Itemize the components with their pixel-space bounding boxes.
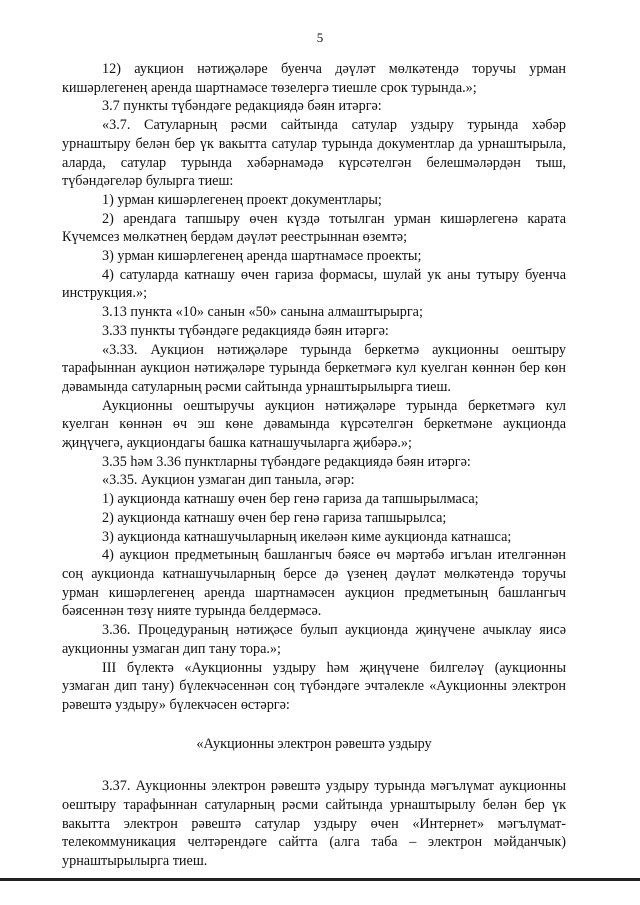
- paragraph: 3.37. Аукционны электрон рәвештә уздыру турында мәгълүмат аукционны оештыру тарафыннан сатуларның рәсми сайтында урнаштырылу белән бер үк вакытта электрон рәвештә сатулар уздыру өчен «Интернет» мәгълүмат-телекоммуникация челтәрендәге сайтта (алга таба – электрон мәйданчык) урнаштырылырга тиеш.: [62, 778, 566, 870]
- list-item: 2) аукционда катнашу өчен бер генә гариза тапшырылса;: [102, 509, 447, 526]
- list-item: 2) арендага тапшыру өчен күздә тотылган урман кишәрлегенә карата Күчемсез мөлкәтнең бердәм дәүләт реестрыннан өземтә;: [62, 210, 566, 246]
- paragraph: 3.13 пункта «10» санын «50» санына алмаштырырга;: [102, 304, 423, 321]
- paragraph: «3.33. Аукцион нәтиҗәләре турында беркетмә аукционны оештыру тарафыннан аукцион нәтиҗәләре турында беркетмәгә кул куелган көннән бер көн дәвамында сатуларның рәсми сайтында урнаштырылырга тиеш.: [62, 341, 566, 395]
- scan-edge-line: [0, 878, 640, 881]
- paragraph: 3.33 пункты түбәндәге редакциядә бәян итәргә:: [102, 322, 389, 339]
- list-item: 1) аукционда катнашу өчен бер генә гариза да тапшырылмаса;: [102, 491, 479, 508]
- document-body: [62, 60, 566, 871]
- list-item: 3) аукционда катнашучыларның икеләән киме аукционда катнашса;: [102, 528, 512, 545]
- paragraph: III бүлектә «Аукционны уздыру һәм җиңүчене билгеләү (аукционны узмаган дип тану) бүлекчәсеннән соң түбәндәге эчтәлекле «Аукционны электрон рәвештә уздыру» бүлекчәсен өстәргә:: [62, 659, 566, 713]
- list-item: 4) сатуларда катнашу өчен гариза формасы, шулай ук аны тутыру буенча инструкция.»;: [62, 266, 566, 302]
- paragraph: «3.35. Аукцион узмаган дип таныла, әгәр:: [102, 472, 355, 489]
- paragraph: «3.7. Сатуларның рәсми сайтында сатулар уздыру турында хәбәр урнаштыру белән бер үк вакытта сатулар турында документлар да урнаштырыла, аларда, сатулар турында хәбәрнамәдә күрсәтелгән белешмәләрдән тыш, түбәндәгеләр булырга тиеш:: [62, 117, 566, 190]
- list-item: 1) урман кишәрлегенең проект документлары;: [102, 191, 382, 208]
- list-item: 4) аукцион предметының башлангыч бәясе өч мәртәбә игълан ителгәннән соң аукционда катнашучыларның берсе дә үзенең дәүләт мөлкәтендә торучы урман кишәрлегенең аренда шартнамәсен аукцион предметының башлангыч бәясеннән төзү нияте турында белдермәсә.: [62, 547, 566, 620]
- paragraph: 3.36. Процедураның нәтиҗәсе булып аукционда җиңүчене ачыклау яисә аукционны узмаган дип тану тора.»;: [62, 622, 566, 657]
- page-number: 5: [316, 30, 324, 45]
- list-item: 3) урман кишәрлегенең аренда шартнамәсе проекты;: [102, 248, 422, 265]
- paragraph: 12) аукцион нәтиҗәләре буенча дәүләт мөлкәтендә торучы урман кишәрлегенең аренда шартнамәсе төзелергә тиешле срок турында.»;: [62, 61, 566, 96]
- section-heading: «Аукционны электрон рәвештә уздыру: [196, 735, 432, 752]
- paragraph: 3.7 пункты түбәндәге редакциядә бәян итәргә:: [102, 98, 382, 115]
- paragraph: 3.35 һәм 3.36 пунктларны түбәндәге редакциядә бәян итәргә:: [102, 453, 471, 470]
- paragraph: Аукционны оештыручы аукцион нәтиҗәләре турында беркетмәгә кул куелган көннән өч эш көне дәвамында күрсәтелгән беркетмәне аукционда җиңүчегә, аукциондагы башка катнашучыларга җибәрә.»;: [62, 397, 566, 452]
